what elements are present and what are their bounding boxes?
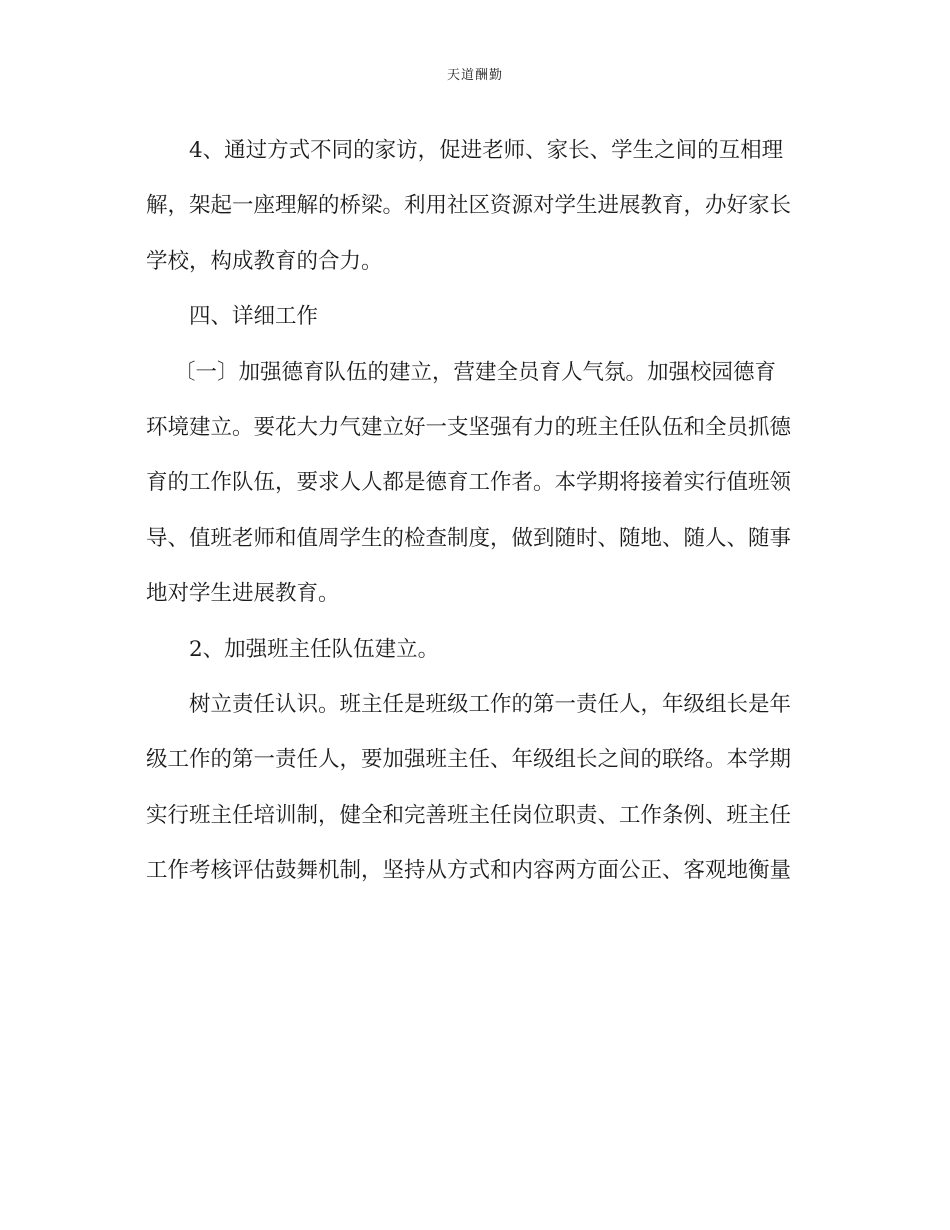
text-line: 导、值班老师和值周学生的检查制度，做到随时、随地、随人、随事 [146, 525, 792, 551]
document-body [146, 123, 810, 899]
page-header: 天道酬勤 [446, 68, 503, 83]
text-line: 育的工作队伍，要求人人都是德育工作者。本学期将接着实行值班领 [146, 470, 792, 496]
text-line: 学校，构成教育的合力。 [146, 248, 383, 274]
section-heading: 四、详细工作 [189, 304, 319, 330]
text-line: 4、通过方式不同的家访，促进老师、家长、学生之间的互相理 [189, 138, 784, 163]
text-line: 树立责任认识。班主任是班级工作的第一责任人，年级组长是年 [189, 692, 792, 718]
text-line: 级工作的第一责任人，要加强班主任、年级组长之间的联络。本学期 [146, 747, 792, 773]
text-line: 〔一〕加强德育队伍的建立，营建全员育人气氛。加强校园德育 [174, 359, 777, 385]
text-line: 地对学生进展教育。 [146, 581, 340, 607]
text-line: 环境建立。要花大力气建立好一支坚强有力的班主任队伍和全员抓德 [146, 415, 792, 441]
text-line: 实行班主任培训制，健全和完善班主任岗位职责、工作条例、班主任 [146, 802, 792, 828]
text-line: 工作考核评估鼓舞机制，坚持从方式和内容两方面公正、客观地衡量 [146, 858, 792, 884]
subsection-heading: 2、加强班主任队伍建立。 [189, 636, 440, 662]
text-line: 解，架起一座理解的桥梁。利用社区资源对学生进展教育，办好家长 [146, 193, 792, 219]
